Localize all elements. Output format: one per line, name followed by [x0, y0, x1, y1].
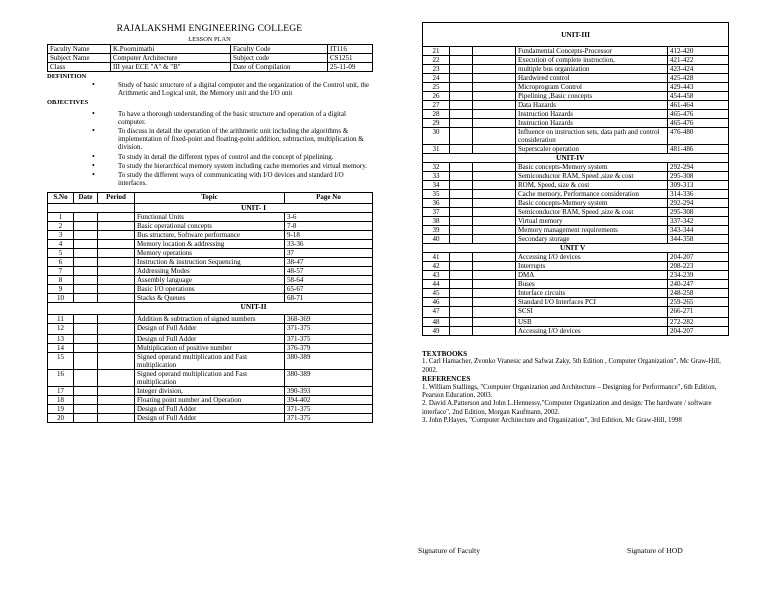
- table-row: 36 Basic concepts-Memory system 292-294: [423, 199, 729, 208]
- textbooks-heading: TEXTBOOKS: [422, 350, 468, 358]
- table-row: 2 Basic operational concepts 7-8: [48, 222, 373, 231]
- definition-list: [92, 81, 372, 97]
- unit-heading-3: UNIT-III: [423, 23, 729, 47]
- definition-heading: DEFINITION: [47, 73, 87, 81]
- header-topic: Topic: [135, 193, 285, 204]
- table-row: 27 Data Hazards 461-464: [423, 101, 729, 110]
- table-row: 43 DMA 234-239: [423, 271, 729, 280]
- info-label: Faculty Code: [231, 45, 328, 54]
- table-row: 6 Instruction & instruction Sequencing 38-47: [48, 258, 373, 267]
- unit-heading-5: UNIT V: [423, 244, 729, 253]
- table-row: 12 Design of Full Adder 371-375: [48, 324, 373, 335]
- table-row: 16 Signed operand multiplication and Fast multiplication 380-389: [48, 370, 373, 387]
- faculty-signature: Signature of Faculty: [418, 546, 481, 555]
- left-column: [47, 22, 372, 423]
- info-label: Class: [48, 63, 111, 72]
- info-value: Computer Architecture: [111, 54, 231, 63]
- college-name: RAJALAKSHMI ENGINEERING COLLEGE: [116, 24, 303, 34]
- table-row: 33 Semiconductor RAM, Speed ,size & cost 295-308: [423, 172, 729, 181]
- table-row: 49 Accessing I/O devices 204-207: [423, 327, 729, 336]
- course-info-table: [47, 44, 373, 72]
- table-row: 8 Assembly language 58-64: [48, 276, 373, 285]
- table-row: 42 Interrupts 208-223: [423, 262, 729, 271]
- hod-signature: Signature of HOD: [627, 546, 683, 555]
- topics-table-left: [47, 192, 373, 423]
- table-row: 41 Accessing I/O devices 204-207: [423, 253, 729, 262]
- reference-item: 3. John P.Hayes, "Computer Architecture and Organization", 3rd Edition, Mc Graw-Hill, 1998: [422, 417, 682, 425]
- reference-item: 2. David A.Patterson and John L.Hennessy,"Computer Organization and design: The hardware / software interface", 2nd Edition, Morgan Kaufmann, 2002.: [422, 400, 712, 416]
- table-header-row: [48, 193, 373, 204]
- info-label: Date of Compilation: [231, 63, 328, 72]
- table-row: 5 Memory operations 37: [48, 249, 373, 258]
- table-row: 35 Cache memory, Performance consideration 314-336: [423, 190, 729, 199]
- table-row: 7 Addressing Modes 48-57: [48, 267, 373, 276]
- table-row: 20 Design of Full Adder 371-375: [48, 414, 373, 423]
- table-row: 31 Superscaler operation 481-486: [423, 145, 729, 154]
- table-row: 4 Memory location & addressing 33-36: [48, 240, 373, 249]
- table-row: 39 Memory management requirements 343-344: [423, 226, 729, 235]
- unit-heading-4: UNIT-IV: [423, 154, 729, 163]
- table-row: 37 Semiconductor RAM, Speed ,size & cost 295-308: [423, 208, 729, 217]
- info-row-class: [48, 63, 373, 72]
- table-row: 10 Stacks & Queues 68-71: [48, 294, 373, 303]
- objectives-list: [92, 110, 372, 188]
- info-value: K.Poornimathi: [111, 45, 231, 54]
- table-row: 15 Signed operand multiplication and Fast multiplication 380-389: [48, 353, 373, 370]
- info-value: CS1251: [328, 54, 373, 63]
- table-row: 29 Instruction Hazards 465-476: [423, 119, 729, 128]
- table-row: 24 Hardwired control 425-428: [423, 74, 729, 83]
- info-label: Subject Name: [48, 54, 111, 63]
- table-row: 30 Influence on instruction sets, data path and control consideration 476-480: [423, 128, 729, 145]
- info-label: Faculty Name: [48, 45, 111, 54]
- objective-item: • To study the hierarchical memory system including cache memories and virtual memory.: [92, 162, 372, 170]
- objective-item: • To study in detail the different types of control and the concept of pipelining.: [92, 153, 372, 161]
- right-column: [422, 22, 728, 426]
- table-row: 45 Interface circuits 248-258: [423, 289, 729, 298]
- table-row: 32 Basic concepts-Memory system 292-294: [423, 163, 729, 172]
- topics-table-right: [422, 22, 729, 336]
- header-sno: S.No: [48, 193, 74, 204]
- table-row: 38 Virtual memory 337-342: [423, 217, 729, 226]
- table-row: 1 Functional Units 3-6: [48, 213, 373, 222]
- lesson-plan-title: LESSON PLAN: [188, 35, 231, 43]
- objective-item: • To have a thorough understanding of the basic structure and operation of a digital computer.: [92, 110, 372, 126]
- objective-item: • To discuss in detail the operation of the arithmetic unit including the algorithms & implementation of fixed-point and floating-point addition, subtraction, multiplication & division.: [92, 127, 372, 152]
- info-row-faculty: [48, 45, 373, 54]
- info-value: IT116: [328, 45, 373, 54]
- info-row-subject: [48, 54, 373, 63]
- table-row: 3 Bus structure, Software performance 9-18: [48, 231, 373, 240]
- references-heading: REFERENCES: [422, 375, 471, 384]
- table-row: 9 Basic I/O operations 65-67: [48, 285, 373, 294]
- table-row: 13 Design of Full Adder 371-375: [48, 335, 373, 344]
- objective-item: • To study the different ways of communicating with I/O devices and standard I/O interfaces.: [92, 171, 372, 187]
- info-value: III year ECE "A" & "B": [111, 63, 231, 72]
- table-row: 47 SCSI 266-271: [423, 307, 729, 318]
- unit-heading-1: UNIT- I: [48, 204, 373, 213]
- table-row: 11 Addition & subtraction of signed numbers 368-369: [48, 315, 373, 324]
- info-label: Subject code: [231, 54, 328, 63]
- table-row: 23 multiple bus organization 423-424: [423, 65, 729, 74]
- table-row: 34 ROM, Speed, size & cost 309-313: [423, 181, 729, 190]
- table-row: 17 Integer division, 390-393: [48, 387, 373, 396]
- table-row: 44 Buses 240-247: [423, 280, 729, 289]
- table-row: 28 Instruction Hazards 465-476: [423, 110, 729, 119]
- textbook-item: 1. Carl Hamacher, Zvonko Vranesic and Safwat Zaky, 5th Edition , Computer Organization", Mc Graw-Hill, 2002.: [422, 358, 721, 374]
- table-row: 40 Secondary storage 344-358: [423, 235, 729, 244]
- header-page-no: Page No: [285, 193, 373, 204]
- objectives-heading: OBJECTIVES: [47, 99, 89, 107]
- header-date: Date: [74, 193, 98, 204]
- references-section: [422, 350, 728, 426]
- info-value: 25-11-09: [328, 63, 373, 72]
- table-row: 25 Microprogram Control 429-443: [423, 83, 729, 92]
- definition-text: • Study of basic structure of a digital computer and the organization of the Control unit, the Arithmetic and Logical unit, the Memory unit and the I/O unit: [92, 81, 372, 97]
- table-row: 14 Multiplication of positive number 376-379: [48, 344, 373, 353]
- reference-item: 1. William Stallings, "Computer Organization and Architecture – Designing for Performance", 6th Edition, Pearson Education, 2003.: [422, 383, 717, 400]
- table-row: 48 USB 272-282: [423, 318, 729, 327]
- table-row: 26 Pipelining ,Basic concepts 454-458: [423, 92, 729, 101]
- table-row: 18 Floating point number and Operation 394-402: [48, 396, 373, 405]
- table-row: 22 Execution of complete instruction, 421-422: [423, 56, 729, 65]
- table-row: 21 Fundamental Concepts-Processor 412-420: [423, 47, 729, 56]
- unit-heading-2: UNIT-II: [48, 303, 373, 315]
- table-row: 46 Standard I/O Interfaces PCI 259-265: [423, 298, 729, 307]
- table-row: 19 Design of Full Adder 371-375: [48, 405, 373, 414]
- header-period: Period: [98, 193, 135, 204]
